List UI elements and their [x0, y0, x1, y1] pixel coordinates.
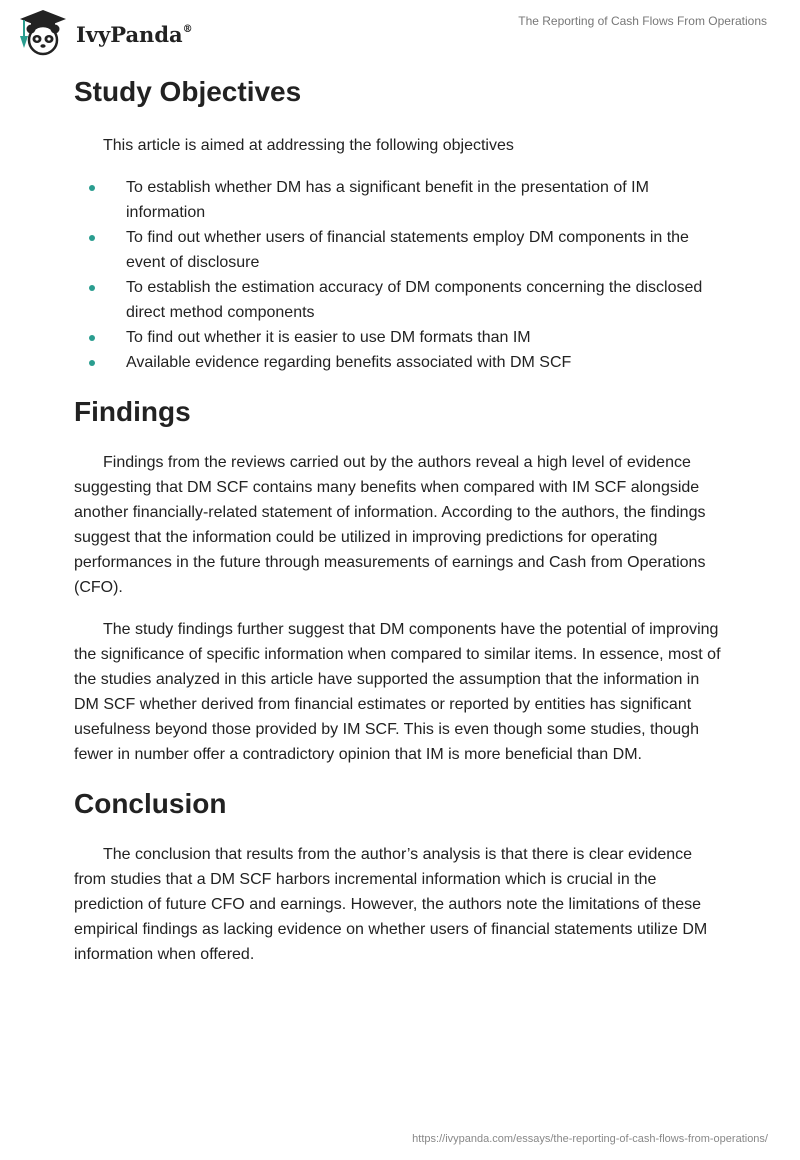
bullet-icon	[89, 335, 95, 341]
list-item: Available evidence regarding benefits associated with DM SCF	[74, 350, 724, 375]
page-header	[0, 0, 800, 60]
list-item: To find out whether it is easier to use DM formats than IM	[74, 325, 724, 350]
running-title: The Reporting of Cash Flows From Operations	[518, 14, 767, 28]
bullet-icon	[89, 360, 95, 366]
brand-name: IvyPanda®	[76, 21, 193, 47]
objectives-intro: This article is aimed at addressing the following objectives	[103, 137, 514, 154]
objectives-list	[74, 175, 724, 375]
findings-paragraph-1: Findings from the reviews carried out by the authors reveal a high level of evidence suggesting that DM SCF contains many benefits when compared with IM SCF alongside another financially-related statement of information. According to the authors, the findings suggest that the information could be utilized in improving predictions for operating performances in the future through measurements of earnings and Cash from Operations (CFO).	[74, 454, 706, 596]
bullet-icon	[89, 285, 95, 291]
article-body	[74, 72, 724, 967]
panda-graduation-cap-icon	[14, 8, 72, 58]
bullet-icon	[89, 185, 95, 191]
registered-mark: ®	[182, 23, 193, 35]
source-url[interactable]: https://ivypanda.com/essays/the-reporting-of-cash-flows-from-operations/	[412, 1133, 768, 1145]
conclusion-paragraph: The conclusion that results from the author’s analysis is that there is clear evidence from studies that a DM SCF harbors incremental information which is crucial in the prediction of future CFO and earnings. However, the authors note the limitations of these empirical findings as lacking evidence on whether users of financial statements utilize DM information when offered.	[74, 846, 708, 963]
brand-logo[interactable]	[14, 8, 193, 58]
heading-conclusion: Conclusion	[74, 788, 227, 819]
list-item: To find out whether users of financial statements employ DM components in the event of disclosure	[74, 225, 724, 275]
bullet-icon	[89, 235, 95, 241]
findings-paragraph-2: The study findings further suggest that DM components have the potential of improving the significance of specific information when compared to similar items. In essence, most of the studies analyzed in this article have supported the assumption that the information in DM SCF whether derived from financial estimates or reported by entities has significant usefulness beyond those provided by IM SCF. This is even though some studies, though fewer in number offer a contradictory opinion that IM is more beneficial than DM.	[74, 621, 721, 763]
heading-findings: Findings	[74, 396, 191, 427]
heading-study-objectives: Study Objectives	[74, 76, 302, 107]
list-item: To establish whether DM has a significant benefit in the presentation of IM information	[74, 175, 724, 225]
list-item: To establish the estimation accuracy of DM components concerning the disclosed direct method components	[74, 275, 724, 325]
